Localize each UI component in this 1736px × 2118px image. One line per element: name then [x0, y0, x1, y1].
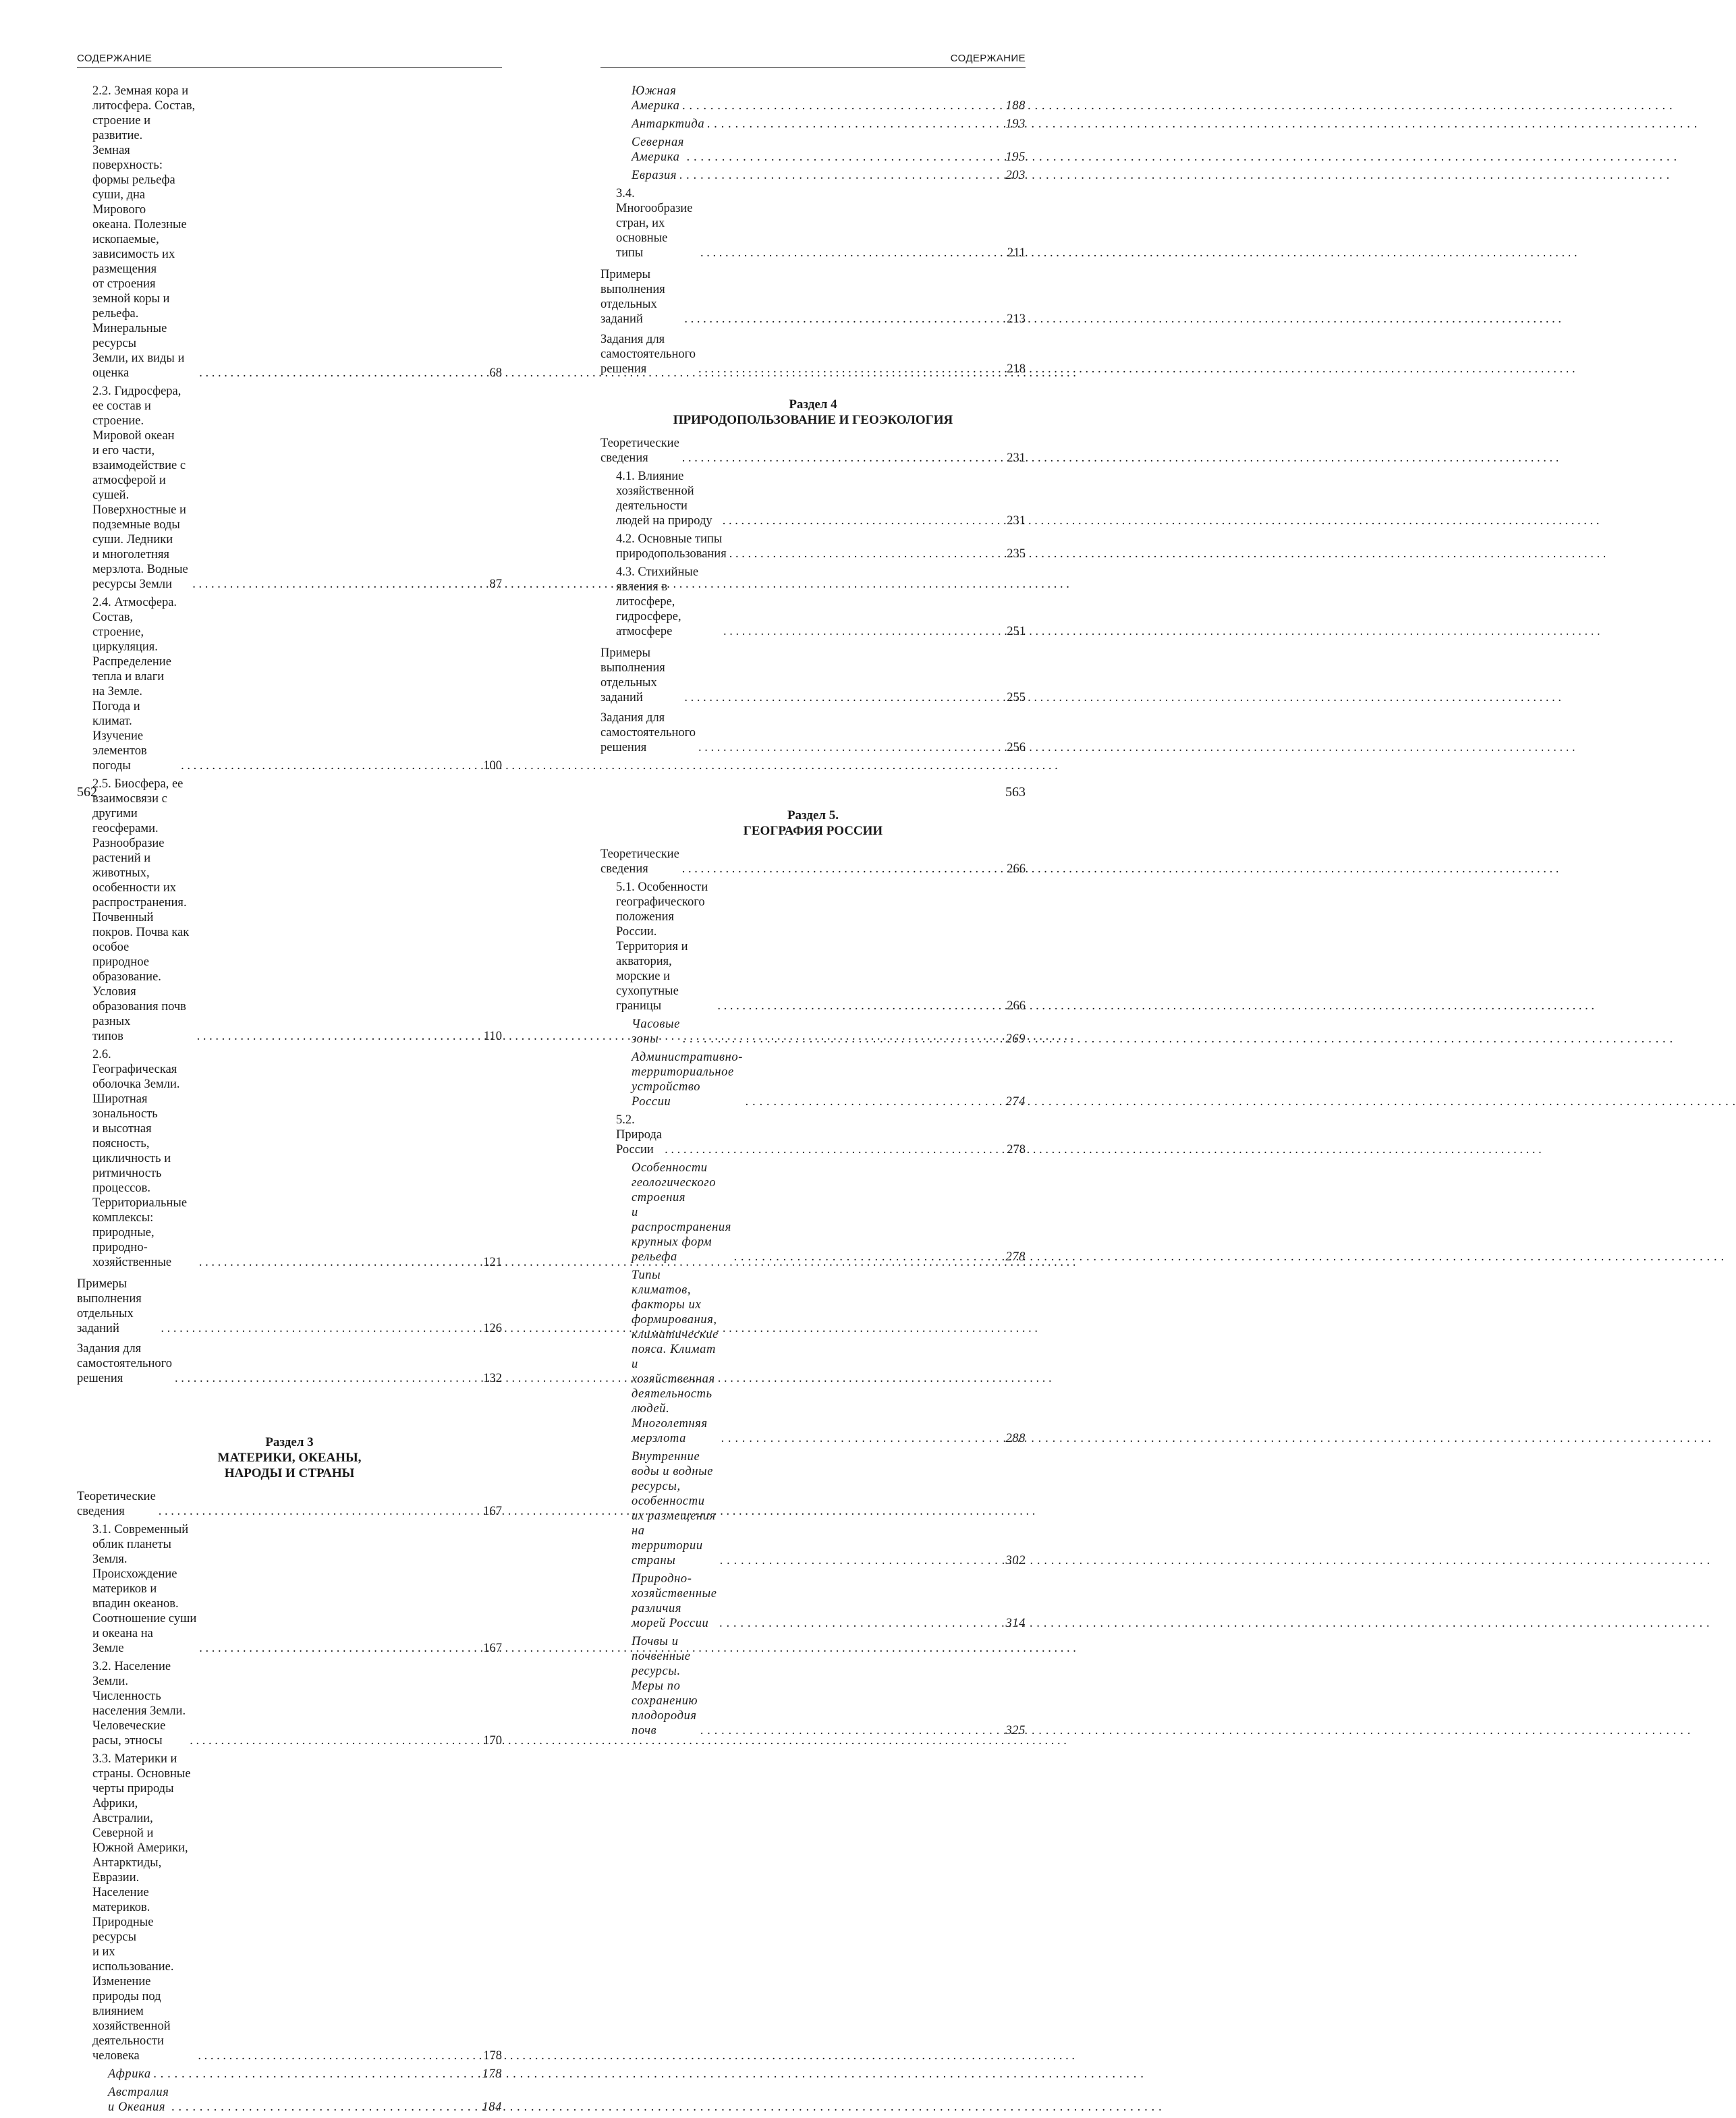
- toc-entry-text: Антарктида: [632, 117, 705, 131]
- page-number: 562: [77, 785, 97, 800]
- section-title: ГЕОГРАФИЯ РОССИИ: [743, 824, 883, 838]
- toc-entry[interactable]: [600, 565, 1026, 639]
- leader-dots: [198, 2049, 480, 2063]
- leader-dots: [199, 1255, 480, 1270]
- leader-dots: [734, 1250, 1003, 1264]
- toc-page-number: 256: [1007, 741, 1026, 754]
- toc-entry-text: 2.3. Гидросфера, ее состав и строение. Мировой океан и его части, взаимодействие с атмосферой и сушей. Поверхностные и подземные воды суши. Ледники и многолетняя мерзлота. Водные ресурсы Земли: [92, 385, 188, 591]
- toc-entry-text: Австралия и Океания: [108, 2086, 169, 2114]
- leader-dots: [684, 312, 1004, 327]
- leader-dots: [159, 1504, 480, 1519]
- toc-entry[interactable]: [77, 2067, 502, 2082]
- left-page: [77, 0, 502, 2114]
- toc-entry-text: Почвы и почвенные ресурсы. Меры по сохранению плодородия почв: [632, 1635, 698, 1737]
- leader-dots: [171, 2100, 479, 2115]
- toc-entry-text: Евразия: [632, 169, 677, 182]
- toc-entry-text: 3.2. Население Земли. Численность населения Земли. Человеческие расы, этносы: [92, 1660, 186, 1748]
- toc-entry-text: Северная Америка: [632, 136, 684, 164]
- toc-page-number: 218: [1007, 362, 1026, 376]
- toc-entry[interactable]: [600, 186, 1026, 260]
- toc-page-number: 188: [1005, 99, 1026, 113]
- toc-entry-text: Теоретические сведения: [600, 437, 679, 465]
- toc-block-section3-cont: [600, 84, 1026, 260]
- toc-entry-examples[interactable]: [600, 267, 1026, 327]
- toc-entry-text: Теоретические сведения: [77, 1490, 156, 1518]
- toc-page-number: 325: [1005, 1724, 1026, 1737]
- toc-entry[interactable]: [77, 2085, 502, 2115]
- leader-dots: [679, 168, 1003, 183]
- toc-entry-text: Внутренние воды и водные ресурсы, особенности их размещения на территории страны: [632, 1450, 716, 1567]
- toc-page-number: 184: [482, 2100, 502, 2114]
- leader-dots: [682, 99, 1003, 113]
- toc-page-number: 203: [1005, 169, 1026, 182]
- toc-entry[interactable]: [600, 1268, 1026, 1446]
- toc-entry-text: Типы климатов, факторы их формирования, климатические пояса. Климат и хозяйственная деятельность людей. Многолетняя мерзлота: [632, 1269, 719, 1445]
- toc-page-number: 278: [1007, 1143, 1026, 1156]
- leader-dots: [723, 513, 1005, 528]
- toc-page-number: 231: [1007, 514, 1026, 528]
- toc-entry-text: 3.4. Многообразие стран, их основные типы: [616, 187, 693, 260]
- toc-page-number: 178: [483, 2049, 502, 2063]
- toc-content-left: [77, 84, 502, 2118]
- leader-dots: [190, 1733, 480, 1748]
- toc-entry-tasks[interactable]: [77, 1341, 502, 1386]
- toc-entry[interactable]: [600, 168, 1026, 183]
- toc-page-number: 110: [483, 1030, 502, 1043]
- leader-dots: [199, 366, 486, 381]
- section-title: МАТЕРИКИ, ОКЕАНЫ, НАРОДЫ И СТРАНЫ: [217, 1451, 362, 1480]
- toc-entry-text: 5.2. Природа России: [616, 1113, 663, 1156]
- toc-page-number: 87: [489, 578, 502, 591]
- toc-entry-text: Задания для самостоятельного решения: [600, 711, 696, 754]
- toc-entry-text: Южная Америка: [632, 84, 680, 113]
- toc-entry-text: 2.5. Биосфера, ее взаимосвязи с другими геосферами. Разнообразие растений и животных, особенности их распространения. Почвенный покров. Почва как особое природное образование. Условия образования почв разных типов: [92, 777, 190, 1043]
- toc-page-number: 266: [1007, 999, 1026, 1013]
- leader-dots: [720, 1616, 1003, 1631]
- leader-dots: [197, 1029, 481, 1044]
- toc-block-section2: [77, 84, 502, 1270]
- toc-entry-text: 3.3. Материки и страны. Основные черты природы Африки, Австралии, Северной и Южной Америки, Антарктиды, Евразии. Население материков. Природные ресурсы и их использование. Изменение природы под влиянием хозяйственной деятельности человека: [92, 1752, 191, 2063]
- toc-page-number: 278: [1005, 1250, 1026, 1264]
- leader-dots: [717, 999, 1004, 1013]
- toc-entry[interactable]: [77, 1522, 502, 1656]
- leader-dots: [707, 117, 1003, 132]
- section-label: Раздел 4: [789, 397, 837, 412]
- toc-entry-text: Примеры выполнения отдельных заданий: [600, 268, 665, 326]
- leader-dots: [720, 1553, 1003, 1568]
- toc-page-number: 68: [489, 366, 502, 380]
- toc-entry[interactable]: [77, 1659, 502, 1748]
- leader-dots: [199, 1641, 480, 1656]
- toc-entry[interactable]: [77, 1752, 502, 2063]
- toc-page-number: 255: [1007, 691, 1026, 704]
- leader-dots: [181, 758, 480, 773]
- running-head: СОДЕРЖАНИЕ: [77, 53, 502, 68]
- toc-entry-text: 4.2. Основные типы природопользования: [616, 532, 727, 561]
- toc-page-number: 121: [483, 1256, 502, 1269]
- toc-entry-text: 3.1. Современный облик планеты Земля. Происхождение материков и впадин океанов. Соотношение суши и океана на Земле: [92, 1523, 197, 1655]
- toc-entry-text: Особенности геологического строения и распространения крупных форм рельефа: [632, 1161, 731, 1264]
- leader-dots: [175, 1371, 480, 1386]
- toc-block-section3: [77, 1489, 502, 2115]
- section-3-heading: [77, 1434, 502, 1481]
- section-title: ПРИРОДОПОЛЬЗОВАНИЕ И ГЕОЭКОЛОГИЯ: [673, 413, 953, 427]
- toc-entry[interactable]: [77, 384, 502, 592]
- toc-page-number: 211: [1007, 246, 1026, 260]
- toc-entry[interactable]: [77, 595, 502, 773]
- toc-page-number: 213: [1007, 312, 1026, 326]
- leader-dots: [746, 1094, 1003, 1109]
- leader-dots: [700, 1723, 1003, 1738]
- toc-entry[interactable]: [600, 1161, 1026, 1264]
- leader-dots: [161, 1321, 480, 1336]
- toc-entry-examples[interactable]: [77, 1277, 502, 1336]
- toc-entry-text: 2.6. Географическая оболочка Земли. Широтная зональность и высотная поясность, цикличность и ритмичность процессов. Территориальные комплексы: природные, природно-хозяйственные: [92, 1048, 188, 1269]
- toc-page-number: 126: [483, 1322, 502, 1335]
- leader-dots: [698, 740, 1004, 755]
- leader-dots: [729, 547, 1005, 561]
- toc-entry-text: 5.1. Особенности географического положения России. Территория и акватория, морские и сухопутные границы: [616, 881, 708, 1013]
- toc-entry[interactable]: [77, 84, 502, 381]
- leader-dots: [721, 1431, 1003, 1446]
- toc-page-number: 132: [483, 1372, 502, 1385]
- leader-dots: [682, 451, 1004, 466]
- leader-dots: [698, 362, 1004, 377]
- leader-dots: [723, 624, 1004, 639]
- toc-entry-text: Часовые зоны: [632, 1018, 680, 1046]
- leader-dots: [682, 862, 1004, 876]
- toc-page-number: 167: [483, 1505, 502, 1518]
- toc-entry[interactable]: [600, 880, 1026, 1013]
- toc-page-number: 288: [1005, 1432, 1026, 1445]
- toc-page-number: 302: [1005, 1554, 1026, 1567]
- section-5-heading: [600, 808, 1026, 839]
- toc-entry-text: Африка: [108, 2067, 151, 2081]
- toc-page-number: 195: [1005, 150, 1026, 164]
- toc-page-number: 193: [1005, 117, 1026, 131]
- toc-page-number: 100: [483, 759, 502, 773]
- toc-entry[interactable]: [600, 84, 1026, 113]
- toc-entry[interactable]: [600, 1571, 1026, 1631]
- toc-entry-tasks[interactable]: [600, 332, 1026, 377]
- toc-entry[interactable]: [600, 1050, 1026, 1109]
- toc-page-number: 266: [1007, 862, 1026, 876]
- toc-page-number: 314: [1005, 1617, 1026, 1630]
- toc-entry-text: Природно-хозяйственные различия морей России: [632, 1572, 717, 1630]
- toc-entry-text: 2.2. Земная кора и литосфера. Состав, строение и развитие. Земная поверхность: формы рельефа суши, дна Мирового океана. Полезные ископаемые, зависимость их размещения от строения земной коры и рельефа. Минеральные ресурсы Земли, их виды и оценка: [92, 84, 196, 380]
- toc-entry-tasks[interactable]: [600, 710, 1026, 755]
- toc-entry[interactable]: [600, 135, 1026, 165]
- leader-dots: [687, 150, 1003, 165]
- toc-page-number: 231: [1007, 451, 1026, 465]
- leader-dots: [700, 246, 1005, 260]
- toc-entry[interactable]: [600, 1634, 1026, 1738]
- toc-entry[interactable]: [600, 847, 1026, 876]
- toc-entry-text: Примеры выполнения отдельных заданий: [600, 646, 665, 704]
- toc-entry[interactable]: [600, 117, 1026, 132]
- toc-entry-text: Административно-территориальное устройство России: [632, 1051, 744, 1109]
- section-label: Раздел 3: [265, 1435, 314, 1449]
- toc-entry[interactable]: [600, 1113, 1026, 1157]
- section-label: Раздел 5.: [787, 808, 839, 823]
- right-page: [600, 0, 1026, 1737]
- toc-entry[interactable]: [600, 1449, 1026, 1568]
- toc-entry[interactable]: [77, 1489, 502, 1519]
- section-4-heading: [600, 397, 1026, 428]
- toc-entry-text: Задания для самостоятельного решения: [600, 333, 696, 376]
- toc-entry[interactable]: [600, 469, 1026, 528]
- toc-page-number: 167: [483, 1642, 502, 1655]
- toc-block-section4: [600, 436, 1026, 639]
- toc-entry-examples[interactable]: [600, 646, 1026, 705]
- leader-dots: [684, 690, 1004, 705]
- page-number: 563: [1005, 785, 1026, 800]
- toc-page-number: 170: [483, 1734, 502, 1748]
- toc-entry[interactable]: [77, 777, 502, 1044]
- toc-entry[interactable]: [600, 532, 1026, 561]
- toc-page-number: 251: [1007, 625, 1026, 638]
- toc-content-right: [600, 84, 1026, 1741]
- toc-entry-text: 4.3. Стихийные явления в литосфере, гидросфере, атмосфере: [616, 565, 699, 638]
- toc-page-number: 274: [1005, 1095, 1026, 1109]
- toc-entry-text: Примеры выполнения отдельных заданий: [77, 1277, 142, 1335]
- toc-page-number: 178: [482, 2067, 502, 2081]
- toc-entry-text: 2.4. Атмосфера. Состав, строение, циркуляция. Распределение тепла и влаги на Земле. Погода и климат. Изучение элементов погоды: [92, 596, 177, 773]
- toc-entry[interactable]: [600, 436, 1026, 466]
- toc-entry-text: Задания для самостоятельного решения: [77, 1342, 173, 1385]
- toc-page-number: 235: [1007, 547, 1026, 561]
- toc-page-number: 269: [1005, 1032, 1026, 1046]
- toc-block-section5: [600, 847, 1026, 1738]
- leader-dots: [192, 577, 486, 592]
- leader-dots: [154, 2067, 480, 2082]
- toc-entry-text: 4.1. Влияние хозяйственной деятельности людей на природу: [616, 470, 712, 528]
- toc-entry-text: Теоретические сведения: [600, 847, 679, 876]
- toc-entry[interactable]: [600, 1017, 1026, 1047]
- toc-entry[interactable]: [77, 1047, 502, 1270]
- leader-dots: [665, 1142, 1004, 1157]
- leader-dots: [683, 1032, 1003, 1047]
- running-head: СОДЕРЖАНИЕ: [600, 53, 1026, 68]
